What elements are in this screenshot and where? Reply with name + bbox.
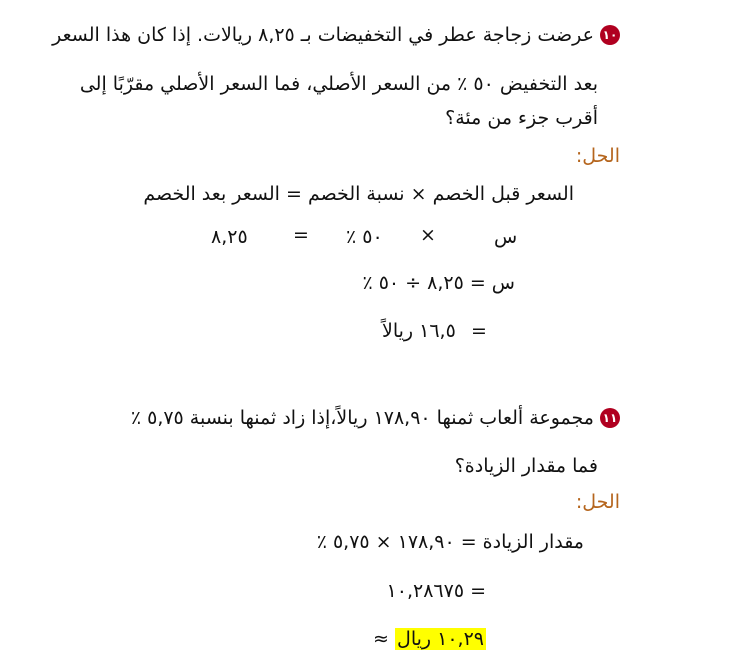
formula-line: السعر قبل الخصم × نسبة الخصم = السعر بعد الخصم — [143, 183, 574, 205]
problem-10-text-1: عرضت زجاجة عطر في التخفيضات بـ ٨,٢٥ ريالات. إذا كان هذا السعر — [52, 24, 594, 46]
problem-10-line-3: أقرب جزء من مئة؟ — [445, 107, 598, 129]
eq-percent: ٥٠ ٪ — [346, 226, 383, 248]
eq-2-line: س = ٨,٢٥ ÷ ٥٠ ٪ — [362, 272, 515, 294]
problem-10-line-1 — [52, 22, 620, 48]
problem-11-line-1 — [131, 405, 620, 431]
approx-symbol: ≈ — [373, 628, 389, 650]
increase-eq-line: مقدار الزيادة = ١٧٨,٩٠ × ٥,٧٥ ٪ — [316, 531, 584, 553]
solution-label: الحل: — [575, 491, 620, 513]
eq-3-value: ١٦,٥ ريالاً — [382, 320, 456, 342]
eq-result: ٨,٢٥ — [211, 226, 248, 248]
problem-11-line-2: فما مقدار الزيادة؟ — [454, 455, 598, 477]
solution-label: الحل: — [575, 145, 620, 167]
problem-number-badge: ١١ — [600, 408, 620, 428]
eq-times: × — [420, 224, 436, 246]
increase-result-line: = ١٠,٢٨٦٧٥ — [386, 580, 486, 602]
final-answer-line — [373, 626, 486, 652]
eq-3-equals: = — [471, 320, 487, 342]
problem-number-badge: ١٠ — [600, 25, 620, 45]
problem-10-line-2: بعد التخفيض ٥٠ ٪ من السعر الأصلي، فما السعر الأصلي مقرّبًا إلى — [79, 73, 598, 95]
problem-11-text-1: مجموعة ألعاب ثمنها ١٧٨,٩٠ ريالاً،إذا زاد ثمنها بنسبة ٥,٧٥ ٪ — [130, 407, 594, 429]
eq-variable: س — [494, 226, 518, 248]
eq-equals: = — [293, 224, 309, 246]
final-answer-highlight: ١٠,٢٩ ريال — [397, 628, 484, 650]
